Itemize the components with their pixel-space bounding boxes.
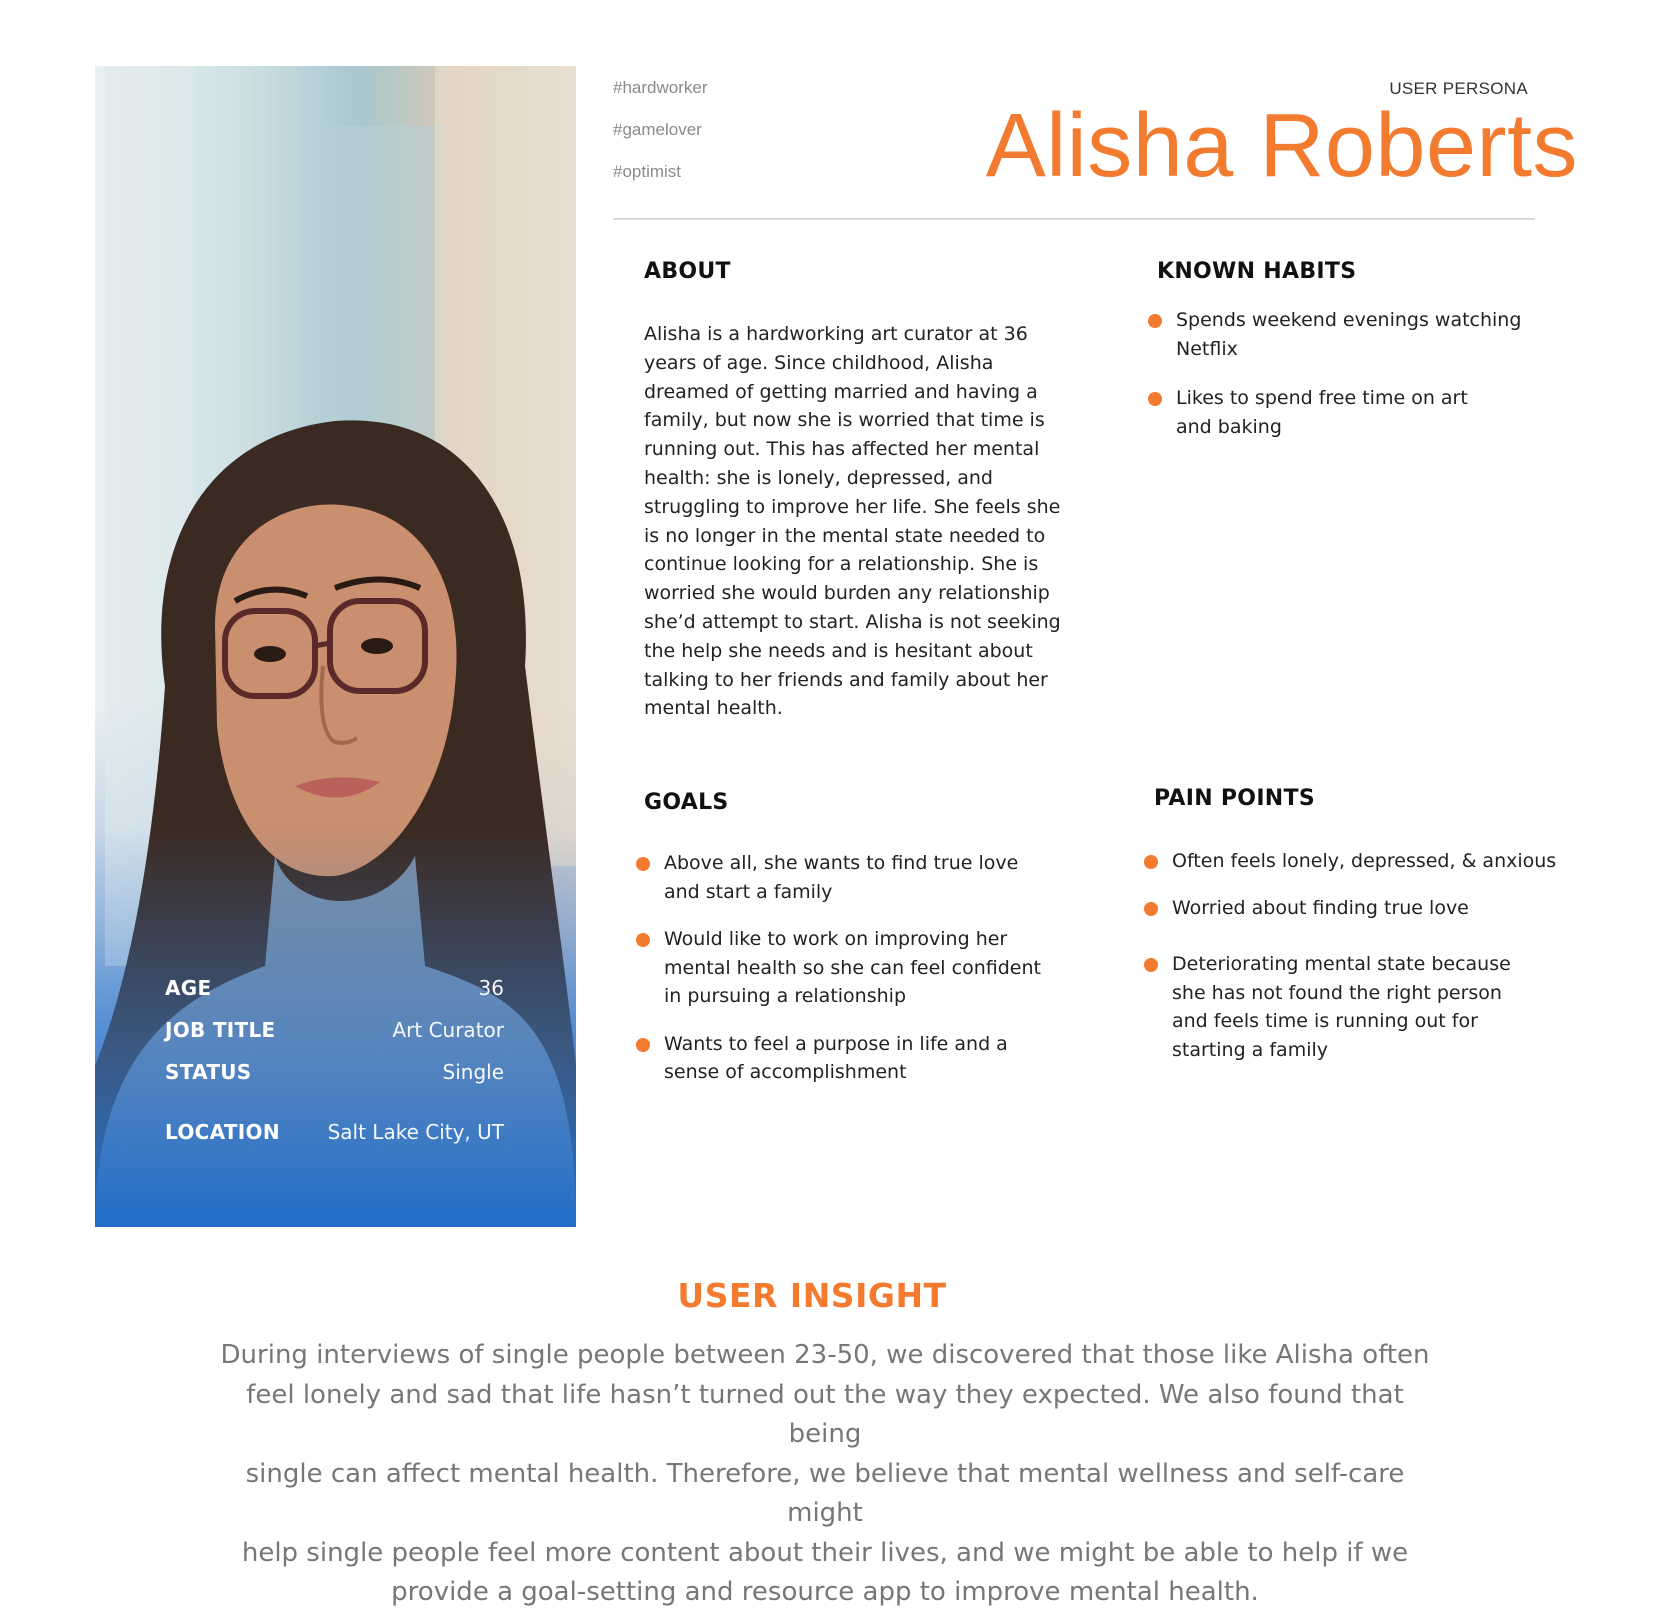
- pain-points-list: [1144, 847, 1556, 1064]
- about-text: [644, 320, 1061, 723]
- about-line: talking to her friends and family about her: [644, 668, 1048, 691]
- insight-line: provide a goal-setting and resource app to improve mental health.: [391, 1577, 1259, 1607]
- stat-age: [165, 976, 504, 1018]
- about-line: struggling to improve her life. She feels she: [644, 495, 1061, 518]
- about-line: dreamed of getting married and having a: [644, 380, 1038, 403]
- stat-value: Art Curator: [392, 1018, 504, 1042]
- stat-label: LOCATION: [165, 1120, 280, 1144]
- stat-location: [165, 1120, 504, 1162]
- persona-name: Alisha Roberts: [985, 96, 1578, 196]
- user-insight-title: USER INSIGHT: [677, 1276, 947, 1315]
- persona-tags: [613, 76, 708, 202]
- user-insight-text: [210, 1336, 1440, 1613]
- about-line: is no longer in the mental state needed to: [644, 524, 1046, 547]
- about-line: family, but now she is worried that time is: [644, 409, 1045, 432]
- bullet-dot-icon: [1148, 314, 1162, 328]
- list-item: Spends weekend evenings watching Netflix: [1148, 306, 1521, 363]
- goals-list: [636, 849, 1041, 1087]
- list-item: Often feels lonely, depressed, & anxious: [1144, 847, 1556, 876]
- tag-optimist: #optimist: [613, 162, 682, 181]
- bullet-dot-icon: [1144, 855, 1158, 869]
- list-item: Above all, she wants to find true love and start a family: [636, 849, 1041, 906]
- list-item: Wants to feel a purpose in life and a sense of accomplishment: [636, 1030, 1041, 1087]
- stat-status: [165, 1060, 504, 1102]
- stat-value: Salt Lake City, UT: [327, 1120, 504, 1144]
- bullet-dot-icon: [636, 933, 650, 947]
- stat-label: STATUS: [165, 1060, 252, 1084]
- stat-job-title: [165, 1018, 504, 1060]
- about-line: the help she needs and is hesitant about: [644, 639, 1033, 662]
- known-habits-title: KNOWN HABITS: [1157, 259, 1357, 284]
- about-line: health: she is lonely, depressed, and: [644, 466, 993, 489]
- about-line: worried she would burden any relationship: [644, 582, 1050, 605]
- list-item: Would like to work on improving her mental health so she can feel confident in pursuing a relationship: [636, 925, 1041, 1011]
- about-line: she’d attempt to start. Alisha is not seeking: [644, 610, 1061, 633]
- stat-value: Single: [442, 1060, 504, 1084]
- about-line: years of age. Since childhood, Alisha: [644, 351, 994, 374]
- known-habits-list: [1148, 306, 1521, 441]
- persona-stats: [165, 976, 504, 1162]
- about-line: Alisha is a hardworking art curator at 36: [644, 323, 1028, 345]
- header-divider: [613, 218, 1535, 220]
- insight-line: help single people feel more content about their lives, and we might be able to help if we: [241, 1537, 1409, 1568]
- list-item: Likes to spend free time on art and baking: [1148, 384, 1521, 441]
- goals-title: GOALS: [644, 790, 729, 815]
- about-line: mental health.: [644, 697, 783, 720]
- bullet-dot-icon: [636, 857, 650, 871]
- bullet-dot-icon: [636, 1038, 650, 1052]
- list-item: Worried about finding true love: [1144, 894, 1556, 923]
- insight-line: feel lonely and sad that life hasn’t turned out the way they expected. We also found that being: [246, 1379, 1404, 1449]
- persona-photo-card: [95, 66, 576, 1227]
- bullet-dot-icon: [1144, 958, 1158, 972]
- list-item: Deteriorating mental state because she has not found the right person and feels time is running out for starting a family: [1144, 950, 1556, 1064]
- tag-hardworker: #hardworker: [613, 78, 708, 97]
- bullet-dot-icon: [1148, 392, 1162, 406]
- about-line: running out. This has affected her mental: [644, 438, 1040, 461]
- bullet-dot-icon: [1144, 902, 1158, 916]
- stat-value: 36: [478, 976, 504, 1000]
- insight-line: single can affect mental health. Therefore, we believe that mental wellness and self-care might: [245, 1458, 1405, 1528]
- user-persona-label: USER PERSONA: [1389, 79, 1528, 98]
- stat-label: AGE: [165, 976, 212, 1000]
- about-title: ABOUT: [644, 259, 731, 284]
- tag-gamelover: #gamelover: [613, 120, 702, 139]
- stat-label: JOB TITLE: [165, 1018, 276, 1042]
- insight-line: During interviews of single people between 23-50, we discovered that those like Alisha often: [220, 1340, 1430, 1370]
- pain-points-title: PAIN POINTS: [1154, 786, 1315, 811]
- about-line: continue looking for a relationship. She is: [644, 553, 1039, 576]
